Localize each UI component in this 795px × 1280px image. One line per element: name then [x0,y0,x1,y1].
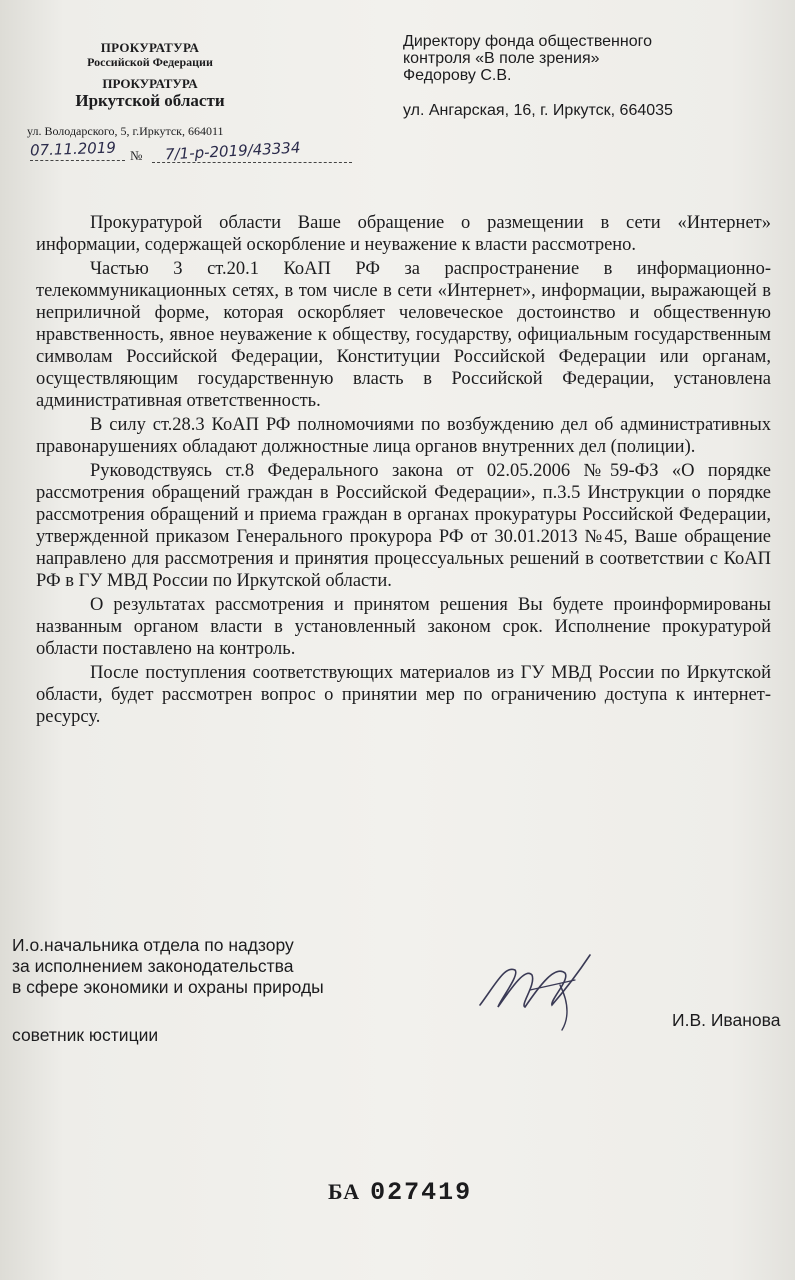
org-name-line1: ПРОКУРАТУРА [100,40,200,55]
body-paragraph-5: О результатах рассмотрения и принятом решения Вы будете проинформированы названным органом власти в установленный законом срок. Исполнение прокуратурой области поставлено на контроль. [36,595,771,659]
body-paragraph-6: После поступления соответствующих материалов из ГУ МВД России по Иркутской области, будет рассмотрен вопрос о принятии мер по ограничению доступа к интернет-ресурсу. [36,663,771,727]
form-serial [328,1178,472,1207]
sender-header [30,40,270,111]
date-underline [30,160,125,161]
registration-date: 07.11.2019 [29,138,117,160]
handwritten-signature [470,945,620,1035]
registration-line [30,140,370,170]
signatory-rank: советник юстиции [12,1025,159,1045]
registration-number-label: № [130,148,143,163]
org-name-line4: Иркутской области [75,91,225,110]
addressee-block [403,33,783,119]
signatory-position [12,935,324,998]
position-line3: в сфере экономики и охраны природы [12,977,324,997]
addressee-line3: Федорову С.В. [403,67,512,84]
position-line1: И.о.начальника отдела по надзору [12,935,294,955]
org-name-line2: Российской Федерации [87,55,213,69]
registration-number: 7/1-р-2019/43334 [164,138,301,164]
addressee-line1: Директору фонда общественного [403,33,652,50]
body-paragraph-4: Руководствуясь ст.8 Федерального закона от 02.05.2006 №59-ФЗ «О порядке рассмотрения обращений граждан в Российской Федерации», п.3.5 Инструкции о порядке рассмотрения обращений и приема граждан в органах прокуратуры Российской Федерации, утвержденной приказом Генерального прокурора РФ от 30.01.2013 №45, Ваше обращение направлено для рассмотрения и принятия процессуальных решений в соответствии с КоАП РФ в ГУ МВД России по Иркутской области. [36,461,771,591]
serial-number: 027419 [370,1178,473,1207]
addressee-line2: контроля «В поле зрения» [403,50,600,67]
body-paragraph-2: Частью 3 ст.20.1 КоАП РФ за распространение в информационно-телекоммуникационных сетях, в том числе в сети «Интернет», информации, выражающей в неприличной форме, которая оскорбляет человеческое достоинство и общественную нравственность, явное неуважение к обществу, государству, официальным государственным символам Российской Федерации, Конституции Российской Федерации или органам, осуществляющим государственную власть в Российской Федерации, установлена административная ответственность. [36,259,771,411]
body-paragraph-1: Прокуратурой области Ваше обращение о размещении в сети «Интернет» информации, содержащей оскорбление и неуважение к власти рассмотрено. [36,213,771,255]
body-paragraph-3: В силу ст.28.3 КоАП РФ полномочиями по возбуждению дел об административных правонарушениях обладают должностные лица органов внутренних дел (полиции). [36,415,771,457]
letter-body [36,212,771,730]
position-line2: за исполнением законодательства [12,956,294,976]
sender-address: ул. Володарского, 5, г.Иркутск, 664011 [27,124,224,138]
org-name-line3: ПРОКУРАТУРА [102,76,198,91]
signatory-name: И.В. Иванова [672,1010,781,1030]
serial-series: БА [328,1179,361,1204]
addressee-street: ул. Ангарская, 16, г. Иркутск, 664035 [403,102,673,119]
